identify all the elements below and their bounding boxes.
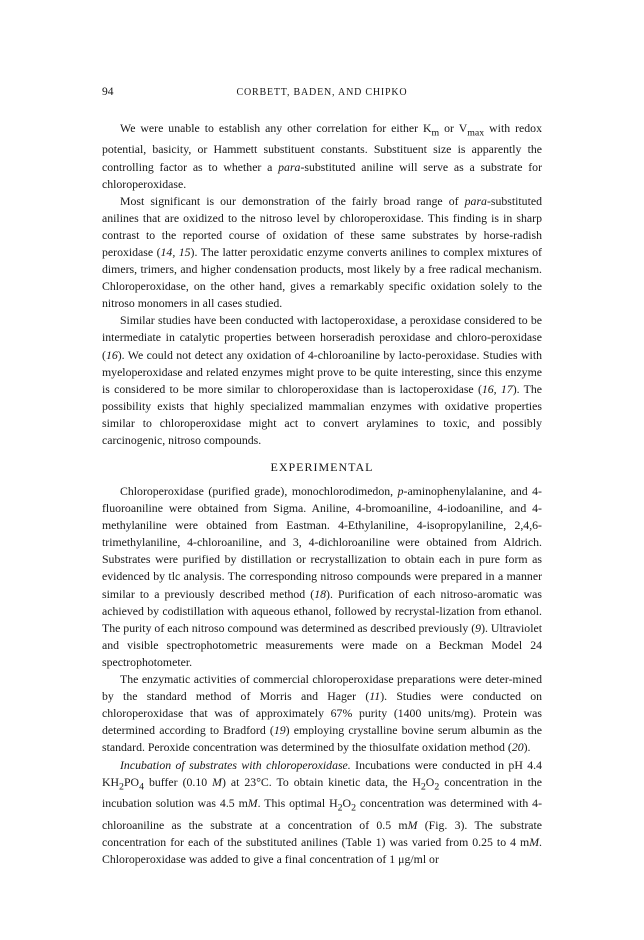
section-heading: EXPERIMENTAL bbox=[270, 460, 374, 474]
paragraph: Incubation of substrates with chloroperoxidase. Incubations were conducted in pH 4.4 $KH_2PO_4$ buffer (0.10 M) at 23°C. To obtain kinetic data, the $H_2O_2$ concentration in the incubation solution was 4.5 mM. This optimal $H_2O_2$ concentration was determined with 4-chloroaniline as the substrate at a concentration of 0.5 mM (Fig. 3). The substrate concentration for each of the substituted anilines (Table 1) was varied from 0.25 to 4 mM. Chloroperoxidase was added to give a final concentration of 1 μg/ml or bbox=[102, 757, 542, 866]
running-title: CORBETT, BADEN, AND CHIPKO bbox=[236, 87, 408, 98]
experimental-block bbox=[102, 483, 542, 868]
page-number: 94 bbox=[102, 86, 114, 98]
paragraph: We were unable to establish any other correlation for either $K_m$ or $V_{max}$ with redox potential, basicity, or Hammett substituent constants. Substituent size is apparently the controlling factor as to whether a para-substituted aniline will serve as a substrate for chloroperoxidase. bbox=[102, 121, 542, 191]
page-header bbox=[102, 86, 542, 102]
paragraph: Most significant is our demonstration of the fairly broad range of para-substituted anilines that are oxidized to the nitroso level by chloroperoxidase. This finding is in sharp contrast to the reported course of oxidation of these same substrates by horse-radish peroxidase (14, 15). The latter peroxidatic enzyme converts anilines to complex mixtures of dimers, trimers, and higher condensation products, most likely by a free radical mechanism. Chloroperoxidase, on the other hand, gives a remarkably specific oxidation solely to the nitroso monomers in all cases studied. bbox=[102, 193, 542, 311]
paragraph: Similar studies have been conducted with lactoperoxidase, a peroxidase considered to be intermediate in catalytic properties between horseradish peroxidase and chloro-peroxidase (16). We could not detect any oxidation of 4-chloroaniline by lacto-peroxidase. Studies with myeloperoxidase and related enzymes might prove to be quite interesting, since this enzyme is considered to be more similar to chloroperoxidase than is lactoperoxidase (16, 17). The possibility exists that highly specialized mammalian enzymes with oxidative properties similar to chloroperoxidase might act to convert arylamines to toxic, and possibly carcinogenic, nitroso compounds. bbox=[102, 313, 542, 448]
paragraph: Chloroperoxidase (purified grade), monochlorodimedon, p-aminophenylalanine, and 4-fluoroaniline were obtained from Sigma. Aniline, 4-bromoaniline, 4-iodoaniline, and 4-methylaniline were obtained from Eastman. 4-Ethylaniline, 4-isopropylaniline, 2,4,6-trimethylaniline, 4-chloroaniline, and 3, 4-dichloroaniline were obtained from Aldrich. Substrates were purified by distillation or recrystallization to obtain each in pure form as evidenced by tlc analysis. The corresponding nitroso compounds were prepared in a manner similar to a previously described method (18). Purification of each nitroso-aromatic was achieved by codistillation with aqueous ethanol, followed by recrystal-lization from ethanol. The purity of each nitroso compound was determined as described previously (9). Ultraviolet and visible spectrophotometric measurements were made on a Beckman Model 24 spectrophotometer. bbox=[102, 484, 542, 669]
paragraph: The enzymatic activities of commercial chloroperoxidase preparations were deter-mined by the standard method of Morris and Hager (11). Studies were conducted on chloroperoxidase that was of approximately 67% purity (1400 units/mg). Protein was determined according to Bradford (19) employing crystalline bovine serum albumin as the standard. Peroxide concentration was determined by the thiosulfate oxidation method (20). bbox=[102, 672, 543, 755]
discussion-block bbox=[102, 120, 542, 449]
